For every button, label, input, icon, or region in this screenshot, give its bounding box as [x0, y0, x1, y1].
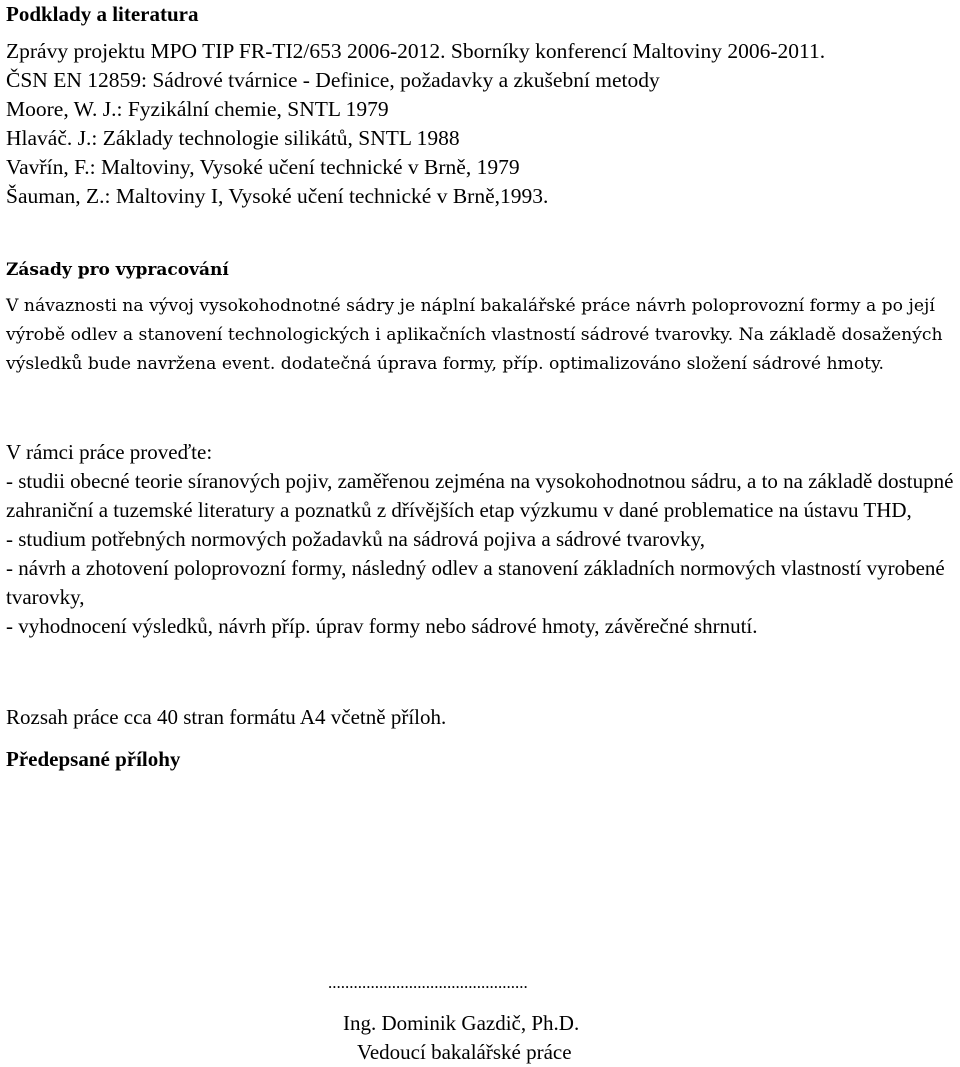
principles-paragraph: V návaznosti na vývoj vysokohodnotné sádry je náplní bakalářské práce návrh poloprovozní formy a po její výrobě odlev a stanovení technologických i aplikačních vlastností sádrové tvarovky. Na základě dosažených výsledků bude navržena event. dodatečná úprava formy, příp. optimalizováno složení sádrové hmoty. [6, 296, 943, 374]
principles-heading: Zásady pro vypracování [6, 260, 229, 280]
reference-item: Šauman, Z.: Maltoviny I, Vysoké učení technické v Brně,1993. [6, 184, 549, 208]
scope-text: Rozsah práce cca 40 stran formátu A4 včetně příloh. [6, 705, 447, 729]
tasks-list [6, 467, 956, 641]
signature-role: Vedoucí bakalářské práce [357, 1040, 572, 1064]
references-list [6, 37, 946, 211]
task-item: - návrh a zhotovení poloprovozní formy, následný odlev a stanovení základních normových vlastností vyrobené tvarovky, [6, 556, 945, 609]
signature-name: Ing. Dominik Gazdič, Ph.D. [343, 1011, 580, 1035]
reference-item: Moore, W. J.: Fyzikální chemie, SNTL 1979 [6, 97, 389, 121]
attachments-heading: Předepsané přílohy [6, 747, 181, 771]
reference-item: Hlaváč. J.: Základy technologie silikátů, SNTL 1988 [6, 126, 460, 150]
reference-item: Vavřín, F.: Maltoviny, Vysoké učení technické v Brně, 1979 [6, 155, 520, 179]
signature-dots: ............................................... [328, 973, 528, 992]
reference-item: ČSN EN 12859: Sádrové tvárnice - Definice, požadavky a zkušební metody [6, 68, 660, 92]
task-item: - vyhodnocení výsledků, návrh příp. úprav formy nebo sádrové hmoty, závěrečné shrnutí. [6, 614, 758, 638]
references-heading: Podklady a literatura [6, 2, 199, 26]
task-item: - studii obecné teorie síranových pojiv, zaměřenou zejména na vysokohodnotnou sádru, a to na základě dostupné zahraniční a tuzemské literatury a poznatků z dřívějších etap výzkumu v dané problematice na ústavu THD, [6, 469, 954, 522]
tasks-intro: V rámci práce proveďte: [6, 440, 213, 464]
task-item: - studium potřebných normových požadavků na sádrová pojiva a sádrové tvarovky, [6, 527, 706, 551]
reference-item: Zprávy projektu MPO TIP FR-TI2/653 2006-2012. Sborníky konferencí Maltoviny 2006-2011. [6, 39, 826, 63]
